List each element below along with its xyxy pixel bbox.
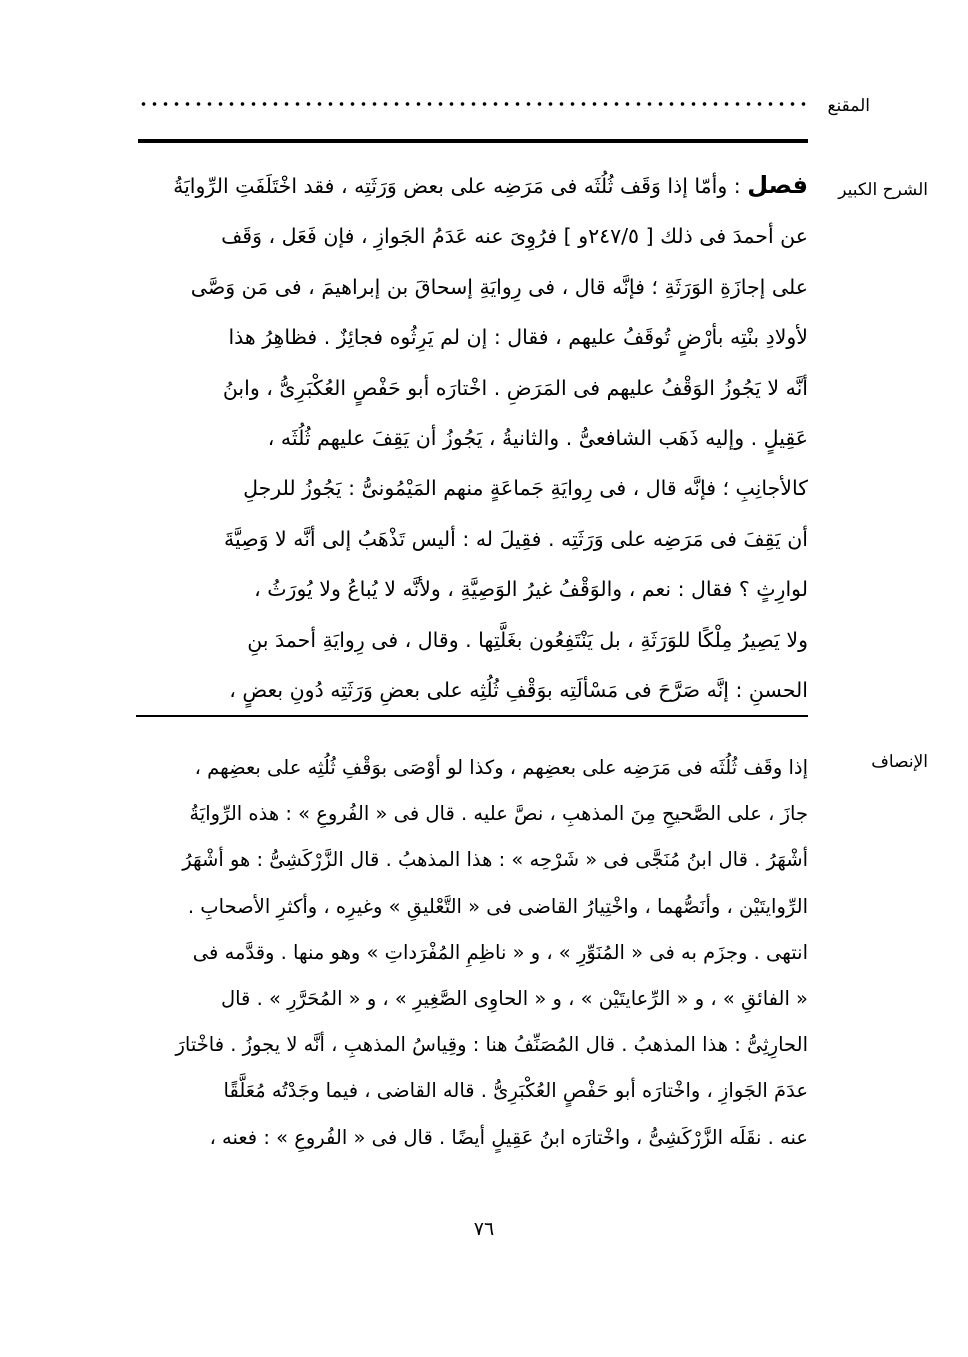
insaf-line: إذا وقَف ثُلُثَه فى مَرَضِه على بعضِهم ، وكذا لو أوْصَى بوَقْفِ ثُلُثِه على بعضِهم ،	[194, 756, 808, 779]
insaf-line: الحارِثِىُّ : هذا المذهبُ . قال المُصَنِّفُ هنا : وقِياسُ المذهبِ ، أنَّه لا يجوزُ . فاخْتارَ	[175, 1033, 808, 1057]
section-lead-word: فصل	[747, 171, 808, 199]
sharh-line: ولا يَصِيرُ مِلْكًا للوَرَثَةِ ، بل يَنْتَفِعُون بغَلَّتِها . وقال ، فى رِوايَةِ أحمدَ بنِ	[247, 627, 808, 652]
sharh-line-text: : وأمّا إذا وَقَف ثُلُثَه فى مَرَضِه على بعض وَرَثَتِه ، فقد اخْتَلَفَتِ الرِّوايَةُ	[173, 174, 741, 198]
margin-label-sharh: الشرح الكبير	[838, 180, 928, 200]
sharh-line: أنَّه لا يَجُوزُ الوَقْفُ عليهم فى المَرَضِ . اخْتارَه أبو حَفْصٍ العُكْبَرِىُّ ، وابنُ	[222, 375, 808, 400]
sharh-section	[112, 160, 808, 715]
header-dotted-rule	[138, 100, 808, 108]
insaf-line: عدَمَ الجَوازِ ، واخْتارَه أبو حَفْصٍ العُكْبَرِىُّ . قاله القاضى ، فيما وجَدْتُه مُعَلَّقًا	[223, 1079, 808, 1103]
insaf-line: أشْهَرُ . قال ابنُ مُنَجَّى فى « شَرْحِه » : هذا المذهبُ . قال الزَّرْكَشِىُّ : هو أشْهَرُ	[182, 848, 808, 872]
sharh-line: أن يَقِفَ فى مَرَضِه على وَرَثَتِه . فقِيلَ له : أليس تَذْهَبُ إلى أنَّه لا وَصِيَّةَ	[224, 526, 808, 551]
sharh-line: الحسنِ : إنَّه صَرَّحَ فى مَسْألَتِه بوَقْفِ ثُلُثِه على بعضِ وَرَثَتِه دُونِ بعضٍ ،	[229, 678, 808, 703]
insaf-line: عنه . نقَلَه الزَّرْكَشِىُّ ، واخْتارَه ابنُ عَقِيلٍ أيضًا . قال فى « الفُروعِ » : فعنه ،	[209, 1125, 808, 1149]
sharh-line: عن أحمدَ فى ذلك [ ٢٤٧/٥و ] فرُوِىَ عنه عَدَمُ الجَوازِ ، فإن فَعَل ، وَقَف	[221, 224, 808, 249]
insaf-line: الرِّوايتَيْن ، وأنَصُّهما ، واخْتِيارُ القاضى فى « التَّعْليقِ » وغيرِه ، وأكثرِ الأصحابِ .	[187, 894, 808, 918]
section-divider	[136, 715, 808, 717]
margin-label-insaf: الإنصاف	[871, 752, 928, 772]
running-header-title: المقنع	[827, 96, 870, 116]
header-rule	[138, 139, 808, 143]
sharh-line: لأولادِ بنْتِه بأرْضٍ تُوقَفُ عليهم ، فقال : إن لم يَرِثُوه فجائِزٌ . فظاهِرُ هذا	[228, 325, 808, 350]
sharh-line: على إجازَةِ الوَرَثَةِ ؛ فإنَّه قال ، فى رِوايَةِ إسحاقَ بن إبراهيمَ ، فى مَن وَصَّى	[190, 274, 808, 299]
insaf-line: جازَ ، على الصَّحيحِ مِنَ المذهبِ ، نصَّ عليه . قال فى « الفُروعِ » : هذه الرِّوايَةُ	[189, 802, 808, 826]
sharh-line: كالأجانِبِ ؛ فإنَّه قال ، فى رِوايَةِ جَماعَةٍ منهم المَيْمُونىُّ : يَجُوزُ للرجلِ	[243, 476, 808, 501]
insaf-section	[112, 745, 808, 1161]
sharh-line: لوارِثٍ ؟ فقال : نعم ، والوَقْفُ غيرُ الوَصِيَّةِ ، ولأنَّه لا يُباعُ ولا يُورَثُ ،	[254, 577, 808, 602]
sharh-line	[112, 160, 808, 211]
insaf-line: « الفائقِ » ، و « الرِّعايتَيْن » ، و « الحاوِى الصَّغِيرِ » ، و « المُحَرَّرِ » . قال	[220, 987, 808, 1011]
sharh-line: عَقِيلٍ . وإليه ذَهَب الشافعىُّ . والثانيةُ ، يَجُوزُ أن يَقِفَ عليهم ثُلُثَه ،	[267, 426, 808, 451]
insaf-line: انتهى . وجزَم به فى « المُنَوِّرِ » ، و « ناظِمِ المُفْرَداتِ » وهو منها . وقدَّمه فى	[192, 940, 808, 964]
page-number: ٧٦	[473, 1218, 495, 1240]
